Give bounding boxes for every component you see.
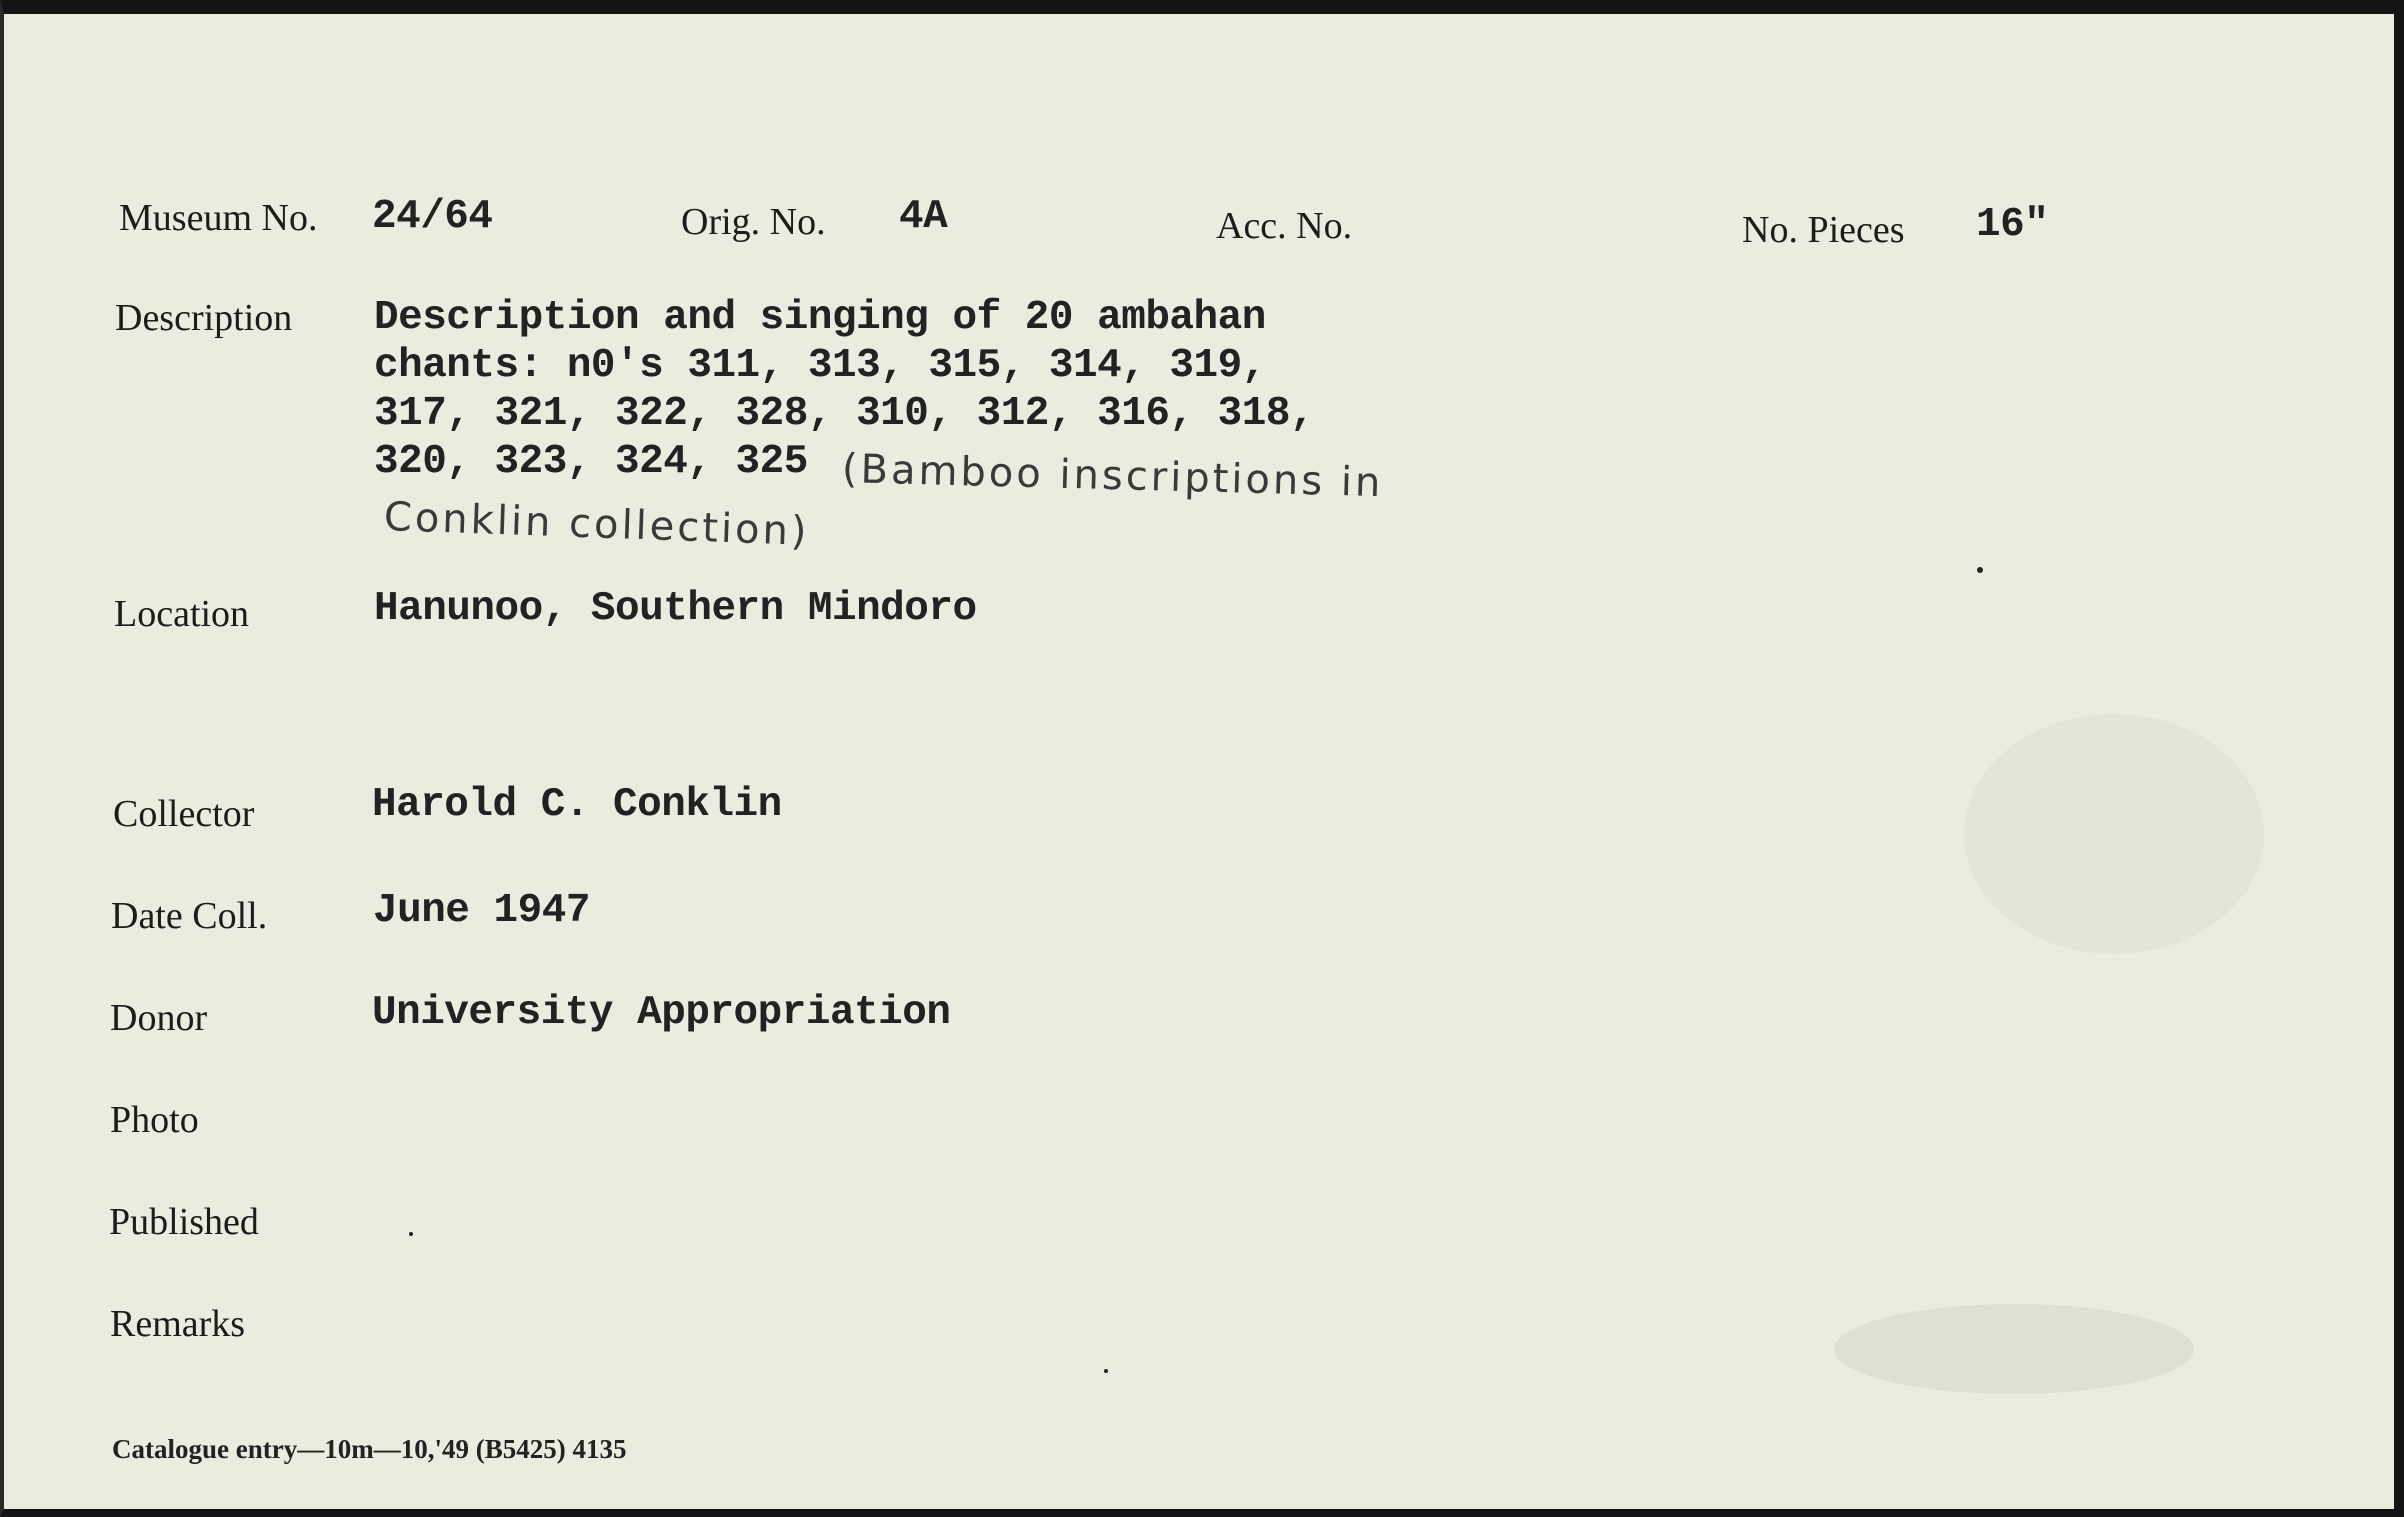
- catalogue-footer: Catalogue entry—10m—10,'49 (B5425) 4135: [112, 1434, 627, 1464]
- acc-no-label: Acc. No.: [1216, 205, 1353, 247]
- collector-value: Harold C. Conklin: [372, 782, 782, 828]
- date-coll-label: Date Coll.: [111, 895, 268, 937]
- museum-no-label: Museum No.: [119, 197, 318, 239]
- paper-smudge: [1834, 1304, 2194, 1394]
- description-line: 317, 321, 322, 328, 310, 312, 316, 318,: [374, 391, 1315, 437]
- ink-speck: [1104, 1369, 1108, 1373]
- remarks-label: Remarks: [110, 1303, 246, 1345]
- donor-value: University Appropriation: [372, 990, 951, 1036]
- ink-speck: [409, 1232, 413, 1236]
- handwritten-note-line1: (Bamboo inscriptions in: [841, 446, 1384, 507]
- description-line: 320, 323, 324, 325: [374, 439, 808, 485]
- museum-no-value: 24/64: [372, 194, 493, 240]
- paper-smudge: [1964, 714, 2264, 954]
- orig-no-label: Orig. No.: [681, 201, 826, 243]
- photo-label: Photo: [110, 1099, 199, 1141]
- no-pieces-value: 16": [1976, 202, 2049, 248]
- date-coll-value: June 1947: [373, 888, 590, 934]
- location-value: Hanunoo, Southern Mindoro: [374, 586, 977, 632]
- no-pieces-label: No. Pieces: [1742, 209, 1905, 251]
- published-label: Published: [109, 1201, 259, 1243]
- description-label: Description: [115, 297, 293, 339]
- ink-speck: [1977, 567, 1983, 573]
- handwritten-note-line2: Conklin collection): [383, 494, 811, 555]
- collector-label: Collector: [113, 793, 255, 835]
- location-label: Location: [114, 593, 250, 635]
- description-line: Description and singing of 20 ambahan: [374, 295, 1266, 341]
- donor-label: Donor: [110, 997, 208, 1039]
- orig-no-value: 4A: [899, 194, 948, 240]
- description-line: chants: n0's 311, 313, 315, 314, 319,: [374, 343, 1266, 389]
